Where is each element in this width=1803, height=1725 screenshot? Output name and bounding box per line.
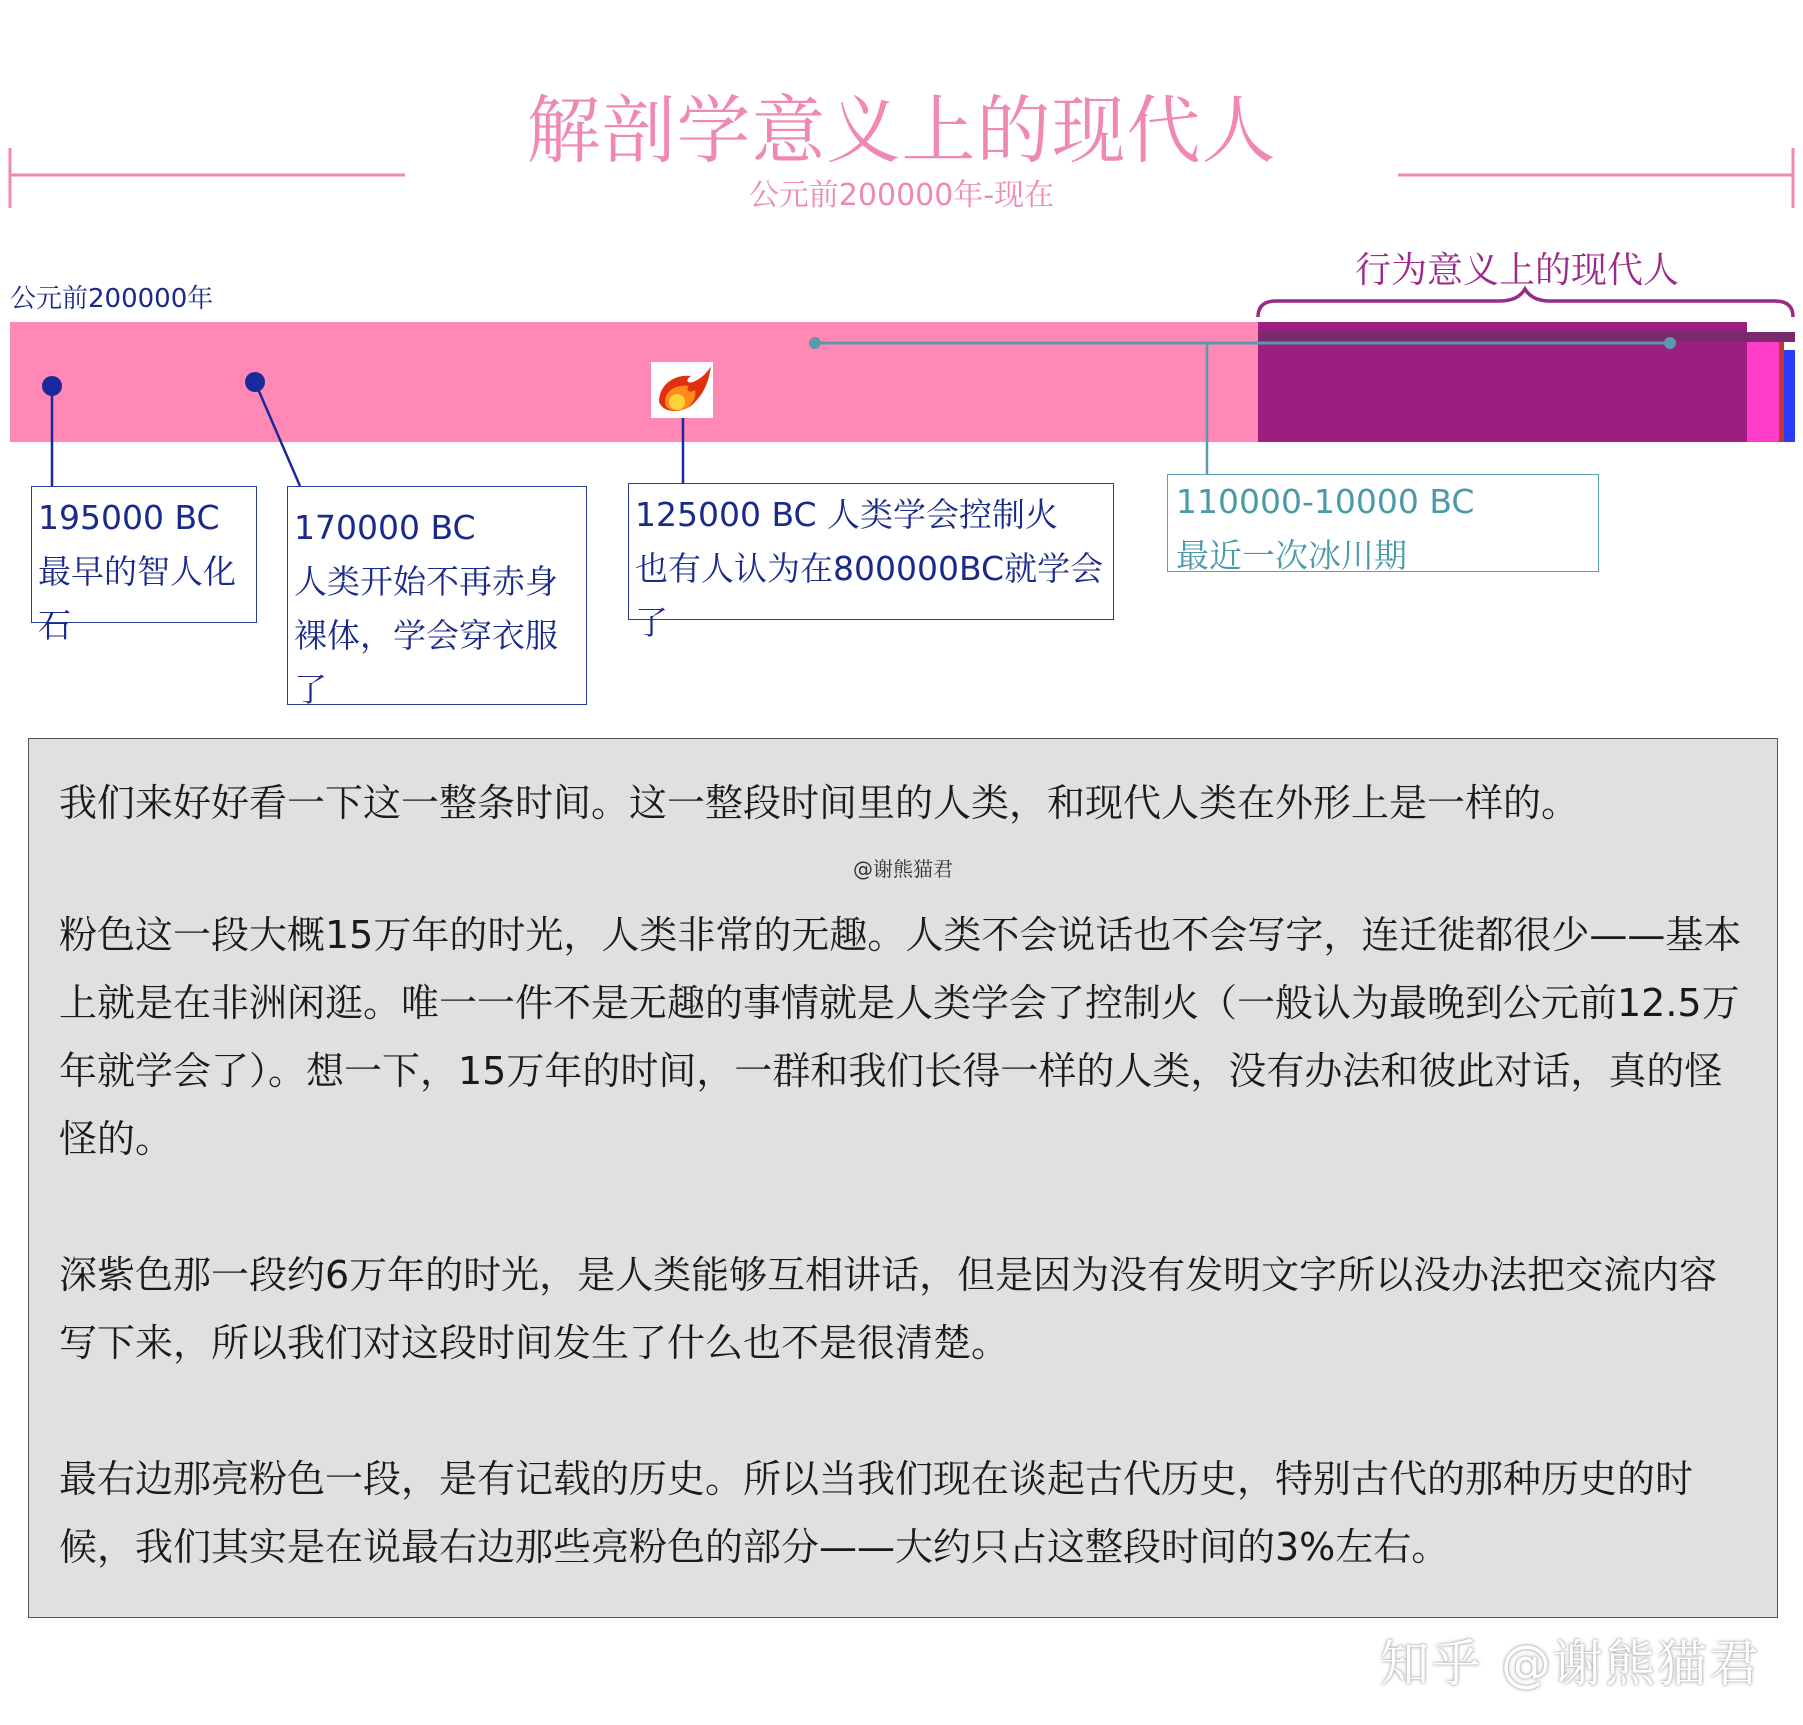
event-year: 195000 BC	[38, 498, 220, 537]
event-connector-170000	[245, 372, 300, 486]
event-desc: 也有人认为在800000BC就学会了	[635, 549, 1104, 642]
article-panel	[28, 738, 1778, 1618]
zhihu-watermark: 知乎 @谢熊猫君	[1379, 1635, 1761, 1693]
event-connector-195000	[42, 376, 62, 486]
ice-age-year: 110000-10000 BC	[1176, 482, 1475, 521]
ice-age-desc: 最近一次冰川期	[1176, 536, 1407, 575]
event-year: 170000 BC	[294, 508, 476, 547]
event-year: 125000 BC 人类学会控制火	[635, 495, 1059, 534]
ice-age-span-line	[809, 337, 1676, 474]
event-box-125000	[628, 483, 1114, 642]
article-paragraph-2: 粉色这一段大概15万年的时光，人类非常的无趣。人类不会说话也不会写字，连迁徙都很少——基本上就是在非洲闲逛。唯一一件不是无趣的事情就是人类学会了控制火（一般认为最晚到公元前12.5万年就学会了）。想一下，15万年的时间，一群和我们长得一样的人类，没有办法和彼此对话，真的怪怪的。	[59, 913, 1742, 1161]
event-box-195000	[31, 486, 257, 645]
inline-watermark: @谢熊猫君	[853, 857, 953, 881]
article-paragraph-1: 我们来好好看一下这一整条时间。这一整段时间里的人类，和现代人类在外形上是一样的。	[59, 781, 1580, 825]
timeline-start-label: 公元前200000年	[10, 284, 214, 314]
ice-age-box	[1167, 474, 1599, 575]
page-title: 解剖学意义上的现代人	[526, 88, 1277, 174]
fire-icon	[651, 362, 713, 418]
event-box-170000	[287, 486, 587, 709]
article-paragraph-4: 最右边那亮粉色一段，是有记载的历史。所以当我们现在谈起古代历史，特别古代的那种历史的时候，我们其实是在说最右边那些亮粉色的部分——大约只占这整段时间的3%左右。	[59, 1457, 1694, 1569]
article-paragraph-3: 深紫色那一段约6万年的时光，是人类能够互相讲话，但是因为没有发明文字所以没办法把交流内容写下来，所以我们对这段时间发生了什么也不是很清楚。	[59, 1253, 1718, 1365]
page-subtitle: 公元前200000年-现在	[748, 178, 1055, 213]
event-desc: 最早的智人化石	[38, 552, 236, 645]
event-desc: 人类开始不再赤身裸体，学会穿衣服了	[294, 562, 558, 709]
behavioral-modern-label: 行为意义上的现代人	[1355, 250, 1680, 291]
